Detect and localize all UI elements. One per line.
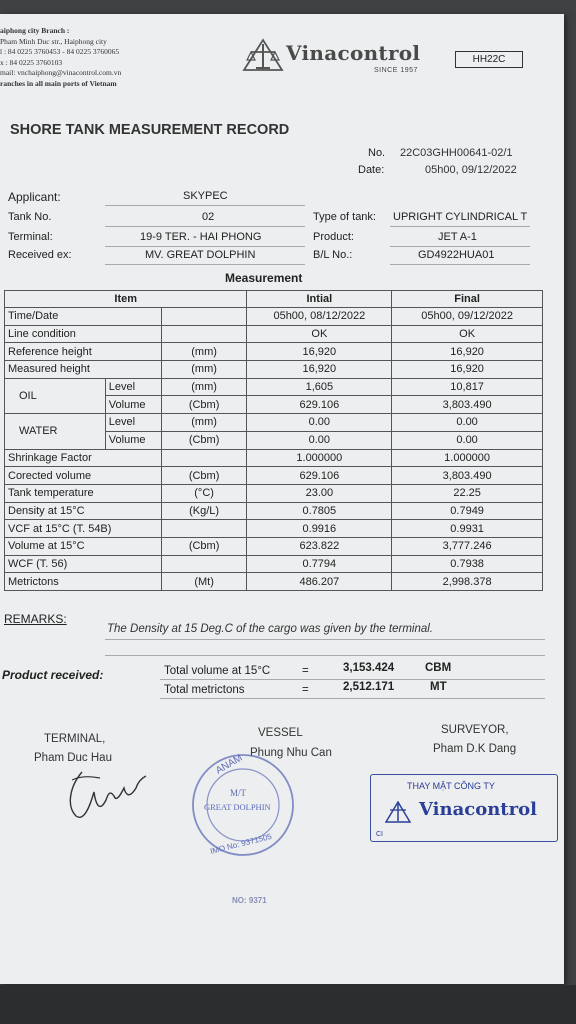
row-final: 16,920 [392, 361, 543, 379]
tank-type-value: UPRIGHT CYLINDRICAL T [393, 211, 528, 223]
row-unit: (mm) [161, 414, 247, 432]
row-unit [161, 555, 247, 573]
row-initial: 0.9916 [247, 520, 392, 538]
product-label: Product: [313, 231, 354, 243]
divider [390, 246, 530, 247]
surveyor-name: Pham D.K Dang [433, 743, 517, 755]
background-surface [0, 985, 576, 1024]
row-label: Level [105, 414, 161, 432]
table-row [5, 449, 543, 467]
product-value: JET A-1 [438, 231, 477, 243]
table-row [5, 555, 543, 573]
row-label: VCF at 15°C (T. 54B) [5, 520, 162, 538]
stamp-vc-top: THAY MẶT CÔNG TY [407, 781, 495, 791]
stamp-text: GREAT DOLPHIN [204, 802, 271, 812]
row-initial: 1.000000 [247, 449, 392, 467]
row-initial: 1,605 [247, 378, 392, 396]
total-mt-eq: = [302, 684, 309, 696]
branch-line: aiphong city Branch : [0, 26, 70, 35]
row-group-oil: OIL [5, 378, 106, 413]
row-initial: 16,920 [247, 343, 392, 361]
row-final: 3,803.490 [392, 396, 543, 414]
divider [160, 679, 545, 680]
bl-value: GD4922HUA01 [418, 249, 495, 261]
row-label: Corected volume [5, 467, 162, 485]
stamp-text: ANAM [214, 752, 245, 777]
divider [105, 246, 305, 247]
row-initial: 0.7805 [247, 502, 392, 520]
total-mt-value: 2,512.171 [343, 681, 395, 693]
branch-address [0, 26, 190, 89]
row-label: Reference height [5, 343, 162, 361]
table-row [5, 502, 543, 520]
page-title: SHORE TANK MEASUREMENT RECORD [10, 122, 290, 138]
row-initial: 629.106 [247, 396, 392, 414]
logo-since: SINCE 1957 [374, 67, 418, 74]
vinacontrol-stamp [370, 774, 558, 842]
table-row [5, 573, 543, 591]
divider [105, 264, 305, 265]
table-row [5, 361, 543, 379]
total-volume-unit: CBM [425, 662, 452, 674]
row-unit [161, 449, 247, 467]
row-label: Line condition [5, 325, 162, 343]
row-unit [161, 325, 247, 343]
tank-type-label: Type of tank: [313, 211, 376, 223]
total-volume-value: 3,153.424 [343, 662, 395, 674]
tank-label: Tank No. [8, 211, 52, 223]
row-initial: 629.106 [247, 467, 392, 485]
table-row [5, 467, 543, 485]
row-label: Volume [105, 431, 161, 449]
total-mt-unit: MT [430, 681, 447, 693]
row-unit: (Mt) [161, 573, 247, 591]
ref-date-value: 05h00, 09/12/2022 [425, 164, 517, 176]
received-label: Received ex: [8, 249, 72, 261]
vessel-stamp [188, 750, 298, 860]
branch-line: Pham Minh Duc str., Haiphong city [0, 36, 107, 46]
surveyor-title: SURVEYOR, [441, 724, 509, 736]
table-row [5, 484, 543, 502]
row-final: 0.7949 [392, 502, 543, 520]
total-mt-label: Total metrictons [164, 684, 245, 696]
divider [160, 698, 545, 699]
row-final: 3,803.490 [392, 467, 543, 485]
applicant-value: SKYPEC [183, 190, 228, 202]
table-row [5, 308, 543, 326]
row-unit: (Cbm) [161, 467, 247, 485]
row-final: 16,920 [392, 343, 543, 361]
table-row [5, 414, 543, 432]
row-final: OK [392, 325, 543, 343]
row-label: Shrinkage Factor [5, 449, 162, 467]
logo-name: Vinacontrol [286, 41, 421, 65]
row-final: 22.25 [392, 484, 543, 502]
terminal-label: Terminal: [8, 231, 53, 243]
row-final: 05h00, 09/12/2022 [392, 308, 543, 326]
row-initial: 623.822 [247, 537, 392, 555]
received-value: MV. GREAT DOLPHIN [145, 249, 256, 261]
row-unit: (Kg/L) [161, 502, 247, 520]
row-group-water: WATER [5, 414, 106, 449]
row-final: 0.9931 [392, 520, 543, 538]
row-initial: 486.207 [247, 573, 392, 591]
row-final: 2,998.378 [392, 573, 543, 591]
branch-line: x : 84 0225 3760103 [0, 57, 63, 67]
vinacontrol-logo [242, 38, 442, 88]
applicant-label: Applicant: [8, 190, 61, 204]
row-label: Density at 15°C [5, 502, 162, 520]
row-unit: (Cbm) [161, 537, 247, 555]
row-unit [161, 308, 247, 326]
divider [105, 205, 305, 206]
row-label: Time/Date [5, 308, 162, 326]
divider [105, 226, 305, 227]
divider [390, 264, 530, 265]
form-code-box: HH22C [455, 51, 523, 68]
branch-line: mail: vnchaiphong@vinacontrol.com.vn [0, 68, 122, 77]
row-final: 1.000000 [392, 449, 543, 467]
row-final: 0.7938 [392, 555, 543, 573]
branch-line: ranches in all main ports of Vietnam [0, 78, 117, 88]
total-volume-label: Total volume at 15°C [164, 665, 271, 677]
divider [390, 226, 530, 227]
row-unit: (mm) [161, 378, 247, 396]
vessel-name: Phung Nhu Can [250, 747, 332, 759]
measurement-table [4, 290, 543, 591]
row-label: Level [105, 378, 161, 396]
divider [105, 639, 545, 640]
row-unit: (Cbm) [161, 396, 247, 414]
row-final: 3,777.246 [392, 537, 543, 555]
row-unit: (Cbm) [161, 431, 247, 449]
row-label: Volume [105, 396, 161, 414]
row-final: 0.00 [392, 431, 543, 449]
ref-date-label: Date: [358, 164, 385, 176]
row-initial: 0.00 [247, 431, 392, 449]
row-initial: 0.7794 [247, 555, 392, 573]
document-page [0, 14, 564, 984]
header-initial: Intial [247, 291, 392, 308]
scales-emblem-icon [242, 38, 284, 72]
row-final: 0.00 [392, 414, 543, 432]
divider [105, 655, 545, 656]
remarks-text: The Density at 15 Deg.C of the cargo was given by the terminal. [107, 623, 433, 635]
stamp-emblem-icon [385, 801, 411, 823]
table-row [5, 343, 543, 361]
terminal-value: 19-9 TER. - HAI PHONG [140, 231, 262, 243]
stamp-text: IMO No: 9371505 [209, 831, 273, 856]
bl-label: B/L No.: [313, 249, 353, 261]
stamp-vc-name: Vinacontrol [419, 799, 537, 820]
total-volume-eq: = [302, 665, 309, 677]
ref-no-label: No. [368, 147, 386, 159]
branch-line: l : 84 0225 3760453 - 84 0225 3760065 [0, 47, 120, 56]
table-row [5, 378, 543, 396]
header-item: Item [5, 291, 247, 308]
row-initial: OK [247, 325, 392, 343]
row-final: 10,817 [392, 378, 543, 396]
row-label: Metrictons [5, 573, 162, 591]
row-unit: (°C) [161, 484, 247, 502]
remarks-label: REMARKS: [4, 612, 67, 626]
row-initial: 05h00, 08/12/2022 [247, 308, 392, 326]
measurement-section-title: Measurement [225, 271, 303, 285]
row-label: Tank temperature [5, 484, 162, 502]
ref-no-value: 22C03GHH00641-02/1 [400, 147, 513, 159]
table-row [5, 520, 543, 538]
stamp-text: M/T [230, 788, 247, 798]
row-unit: (mm) [161, 343, 247, 361]
row-initial: 23.00 [247, 484, 392, 502]
table-row [5, 537, 543, 555]
faint-imprint: NO: 9371 [232, 896, 267, 905]
row-unit [161, 520, 247, 538]
row-initial: 0.00 [247, 414, 392, 432]
terminal-name: Pham Duc Hau [34, 752, 112, 764]
header-final: Final [392, 291, 543, 308]
table-row [5, 325, 543, 343]
terminal-signature [60, 766, 150, 826]
row-label: Measured height [5, 361, 162, 379]
product-received-label: Product received: [2, 668, 104, 682]
vessel-title: VESSEL [258, 727, 303, 739]
table-header-row [5, 291, 543, 308]
stamp-vc-corner: CI [376, 831, 383, 838]
row-initial: 16,920 [247, 361, 392, 379]
row-label: Volume at 15°C [5, 537, 162, 555]
row-unit: (mm) [161, 361, 247, 379]
tank-value: 02 [202, 211, 215, 223]
terminal-title: TERMINAL, [44, 733, 106, 745]
row-label: WCF (T. 56) [5, 555, 162, 573]
